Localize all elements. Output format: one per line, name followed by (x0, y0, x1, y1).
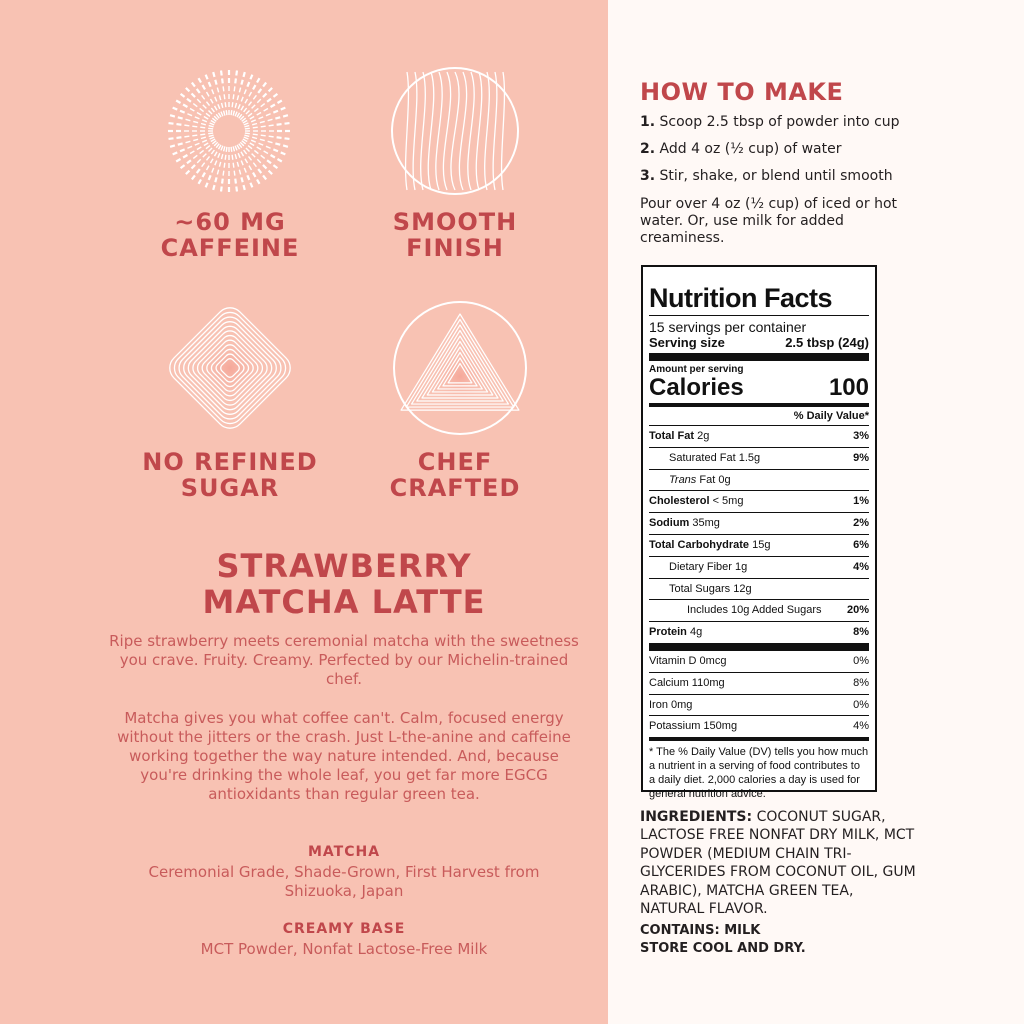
nutrient-pct: 8% (853, 626, 869, 639)
nutrient-row-vitamin-d (649, 651, 869, 673)
nutrient-amount: 12g (733, 582, 752, 595)
product-title-line1: STRAWBERRY (216, 547, 472, 585)
nutrient-amount: Fat 0g (699, 473, 731, 486)
feature-caffeine (130, 209, 330, 261)
matcha-heading: MATCHA (307, 844, 381, 860)
nutrient-label: Potassium (649, 720, 701, 733)
nutrient-row-total-sugars (649, 579, 869, 601)
nutrient-label: Iron (649, 698, 668, 711)
product-description: Ripe strawberry meets ceremonial matcha with the sweetness you crave. Fruity. Creamy. Perfected by our Michelin-trained chef. (109, 632, 579, 688)
nutrition-facts-label (641, 265, 877, 801)
nutrient-amount: 1.5g (738, 451, 761, 464)
nutrient-label: Dietary Fiber (669, 560, 732, 573)
feature-no-sugar-line2: SUGAR (180, 474, 280, 502)
nutrient-pct: 9% (853, 451, 869, 464)
step-3-text: Stir, shake, or blend until smooth (659, 168, 893, 184)
nutrient-amount: 0mg (671, 698, 693, 711)
nutrient-pct: 20% (846, 604, 869, 617)
nutrient-amount: 2g (697, 430, 710, 442)
nutrient-row-calcium (649, 673, 869, 695)
serving-size-label: Serving size (649, 335, 725, 350)
step-1 (640, 114, 900, 130)
nutrient-pct: 2% (853, 517, 869, 530)
nutrient-label: Total Sugars (669, 582, 731, 595)
daily-value-header: % Daily Value* (649, 407, 869, 426)
nutrient-amount: 15g (752, 538, 771, 551)
feature-smooth (355, 209, 555, 261)
matcha-details: Ceremonial Grade, Shade-Grown, First Harvest from Shizuoka, Japan (148, 863, 540, 900)
allergen-storage (640, 922, 806, 958)
amount-per-serving: Amount per serving (649, 364, 744, 375)
step-2-number: 2. (640, 141, 656, 157)
nutrient-pct: 4% (853, 720, 869, 733)
ingredients-label: INGREDIENTS: (640, 809, 753, 825)
nutrient-label: Calcium (649, 676, 689, 689)
serving-size (649, 335, 869, 361)
nutrient-amount: 1g (735, 560, 748, 573)
nutrient-amount: 35mg (692, 517, 720, 530)
calories-row (649, 375, 869, 407)
nutrient-label: Sodium (649, 517, 690, 530)
nutrient-label: Trans (669, 473, 697, 486)
creamy-base-heading: CREAMY BASE (282, 921, 406, 937)
calories-label: Calories (649, 374, 744, 401)
nutrient-amount: 110mg (691, 676, 725, 689)
nutrient-pct: 0% (853, 654, 869, 667)
nutrient-label: Cholesterol (649, 495, 710, 508)
nutrient-label: Protein (649, 626, 687, 639)
nutrient-pct: 4% (853, 560, 869, 573)
nutrient-label: Includes 10g Added Sugars (687, 604, 822, 617)
wavy-sphere-icon (390, 66, 520, 196)
nutrient-amount: 4g (689, 626, 703, 639)
nutrient-pct: 1% (853, 495, 869, 508)
nutrition-title: Nutrition Facts (649, 283, 869, 316)
feature-caffeine-line1: ~60 MG (174, 208, 286, 236)
nutrient-row-total-fat (649, 426, 869, 448)
nutrient-row-iron (649, 695, 869, 717)
nutrient-pct: 6% (853, 538, 869, 551)
nutrient-row-potassium (649, 716, 869, 741)
feature-caffeine-line2: CAFFEINE (160, 234, 300, 262)
step-3-number: 3. (640, 168, 656, 184)
how-to-make-heading: HOW TO MAKE (640, 78, 844, 106)
nutrient-label: Total Carbohydrate (649, 538, 750, 551)
nutrient-pct: 0% (853, 698, 869, 711)
contains-milk: CONTAINS: MILK (640, 923, 761, 938)
nutrient-row-protein (649, 622, 869, 651)
nutrient-row-trans-fat (649, 470, 869, 492)
concentric-diamond-icon (160, 298, 300, 438)
nutrient-label: Vitamin D (649, 654, 697, 667)
nutrient-label: Saturated Fat (669, 451, 736, 464)
nutrient-label: Total Fat (649, 430, 695, 442)
feature-chef-line2: CRAFTED (389, 474, 521, 502)
ingredients (640, 808, 916, 918)
serving-size-value: 2.5 tbsp (24g) (785, 335, 869, 350)
nutrient-pct: 3% (853, 430, 869, 442)
nutrient-row-dietary-fiber (649, 557, 869, 579)
step-2 (640, 141, 841, 157)
matcha-benefits-description: Matcha gives you what coffee can't. Calm, focused energy without the jitters or the crash. Just L-the-anine and caffeine working together the way nature intended. And, because you're drinking the whole leaf, you get far more EGCG antioxidants than regular green tea. (117, 709, 571, 803)
creamy-base-details: MCT Powder, Nonfat Lactose-Free Milk (200, 940, 488, 958)
nutrient-row-cholesterol (649, 491, 869, 513)
product-title-line2: MATCHA LATTE (202, 583, 486, 621)
ingredients-text: COCONUT SUGAR, LACTOSE FREE NONFAT DRY MILK, MCT POWDER (MEDIUM CHAIN TRI-GLYCERIDES FROM COCONUT OIL, GUM ARABIC), MATCHA GREEN TEA, NATURAL FLAVOR. (640, 809, 916, 918)
feature-no-sugar (130, 449, 330, 501)
feature-no-sugar-line1: NO REFINED (142, 448, 318, 476)
storage-instructions: STORE COOL AND DRY. (640, 941, 806, 956)
nutrient-pct: 8% (853, 676, 869, 689)
nutrient-row-saturated-fat (649, 448, 869, 470)
step-3 (640, 168, 893, 184)
nutrient-row-added-sugars (649, 600, 869, 622)
nutrient-row-sodium (649, 513, 869, 535)
step-1-number: 1. (640, 114, 656, 130)
feature-smooth-line2: FINISH (406, 234, 504, 262)
servings-per-container: 15 servings per container (649, 319, 807, 335)
daily-value-footnote: * The % Daily Value (DV) tells you how much a nutrient in a serving of food contributes to a daily diet. 2,000 calories a day is used for general nutrition advice. (649, 746, 869, 801)
concentric-triangle-circle-icon (390, 298, 530, 438)
step-1-text: Scoop 2.5 tbsp of powder into cup (659, 114, 900, 130)
nutrient-amount: 150mg (703, 720, 738, 733)
calories-value: 100 (828, 374, 869, 401)
step-2-text: Add 4 oz (½ cup) of water (659, 141, 842, 157)
pour-instructions: Pour over 4 oz (½ cup) of iced or hot water. Or, use milk for added creaminess. (640, 196, 898, 246)
nutrient-amount: < 5mg (712, 495, 744, 508)
feature-chef (355, 449, 555, 501)
feature-smooth-line1: SMOOTH (392, 208, 518, 236)
radial-burst-icon (164, 66, 294, 196)
nutrient-amount: 0mcg (699, 654, 727, 667)
nutrient-row-total-carbohydrate (649, 535, 869, 557)
feature-chef-line1: CHEF (417, 448, 493, 476)
product-title (104, 548, 584, 620)
